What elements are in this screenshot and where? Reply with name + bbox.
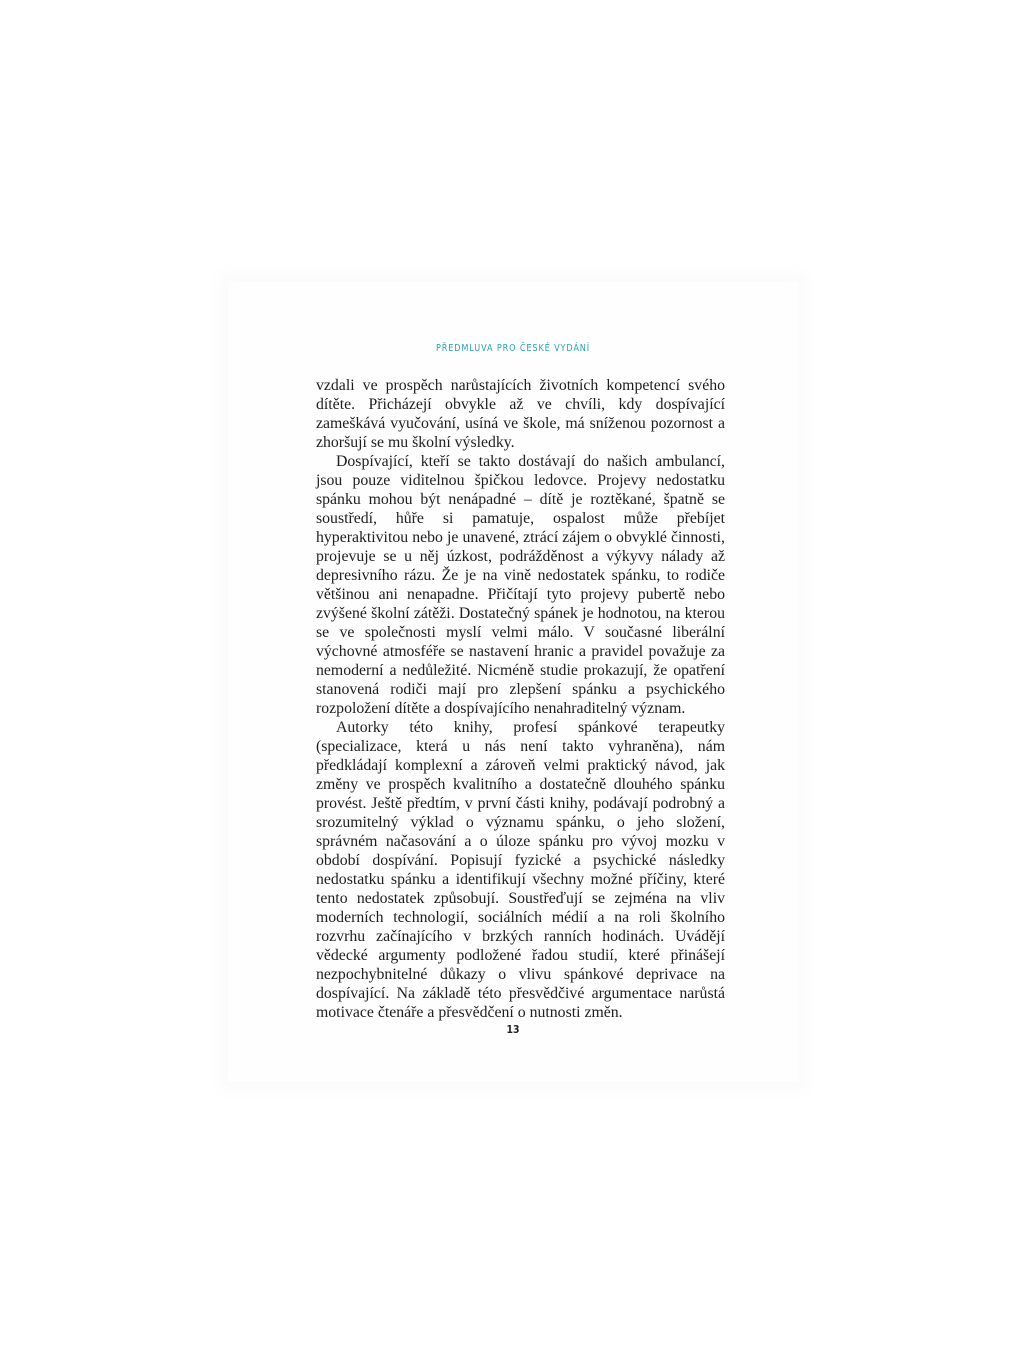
paragraph: Dospívající, kteří se takto dostávají do našich ambulancí, jsou pouze viditelnou špičkou ledovce. Projevy nedostatku spánku mohou být nenápadné – dítě je roztěkané, špatně se soustředí, hůře si pamatuje, ospalost může přebíjet hyperaktivitou nebo je unavené, ztrácí zájem o obvyklé činnosti, projevuje se u něj úzkost, podrážděnost a výkyvy nálady až depresivního rázu. Že je na vině nedostatek spánku, to rodiče většinou ani nenapadne. Přičítají tyto projevy pubertě nebo zvýšené školní zátěži. Dostatečný spánek je hodnotou, na kterou se ve společnosti myslí velmi málo. V současné liberální výchovné atmosféře se nastavení hranic a pravidel považuje za nemoderní a nedůležité. Nicméně studie prokazují, že opatření stanovená rodiči mají pro zlepšení spánku a psychického rozpoložení dítěte a dospívajícího nenahraditelný význam.	[316, 453, 725, 717]
paragraph: vzdali ve prospěch narůstajících životních kompetencí svého dítěte. Přicházejí obvykle až ve chvíli, kdy dospívající zameškává vyučování, usíná ve škole, má sníženou pozornost a zhoršují se mu školní výsledky.	[316, 377, 725, 451]
page-number: 13	[506, 1023, 520, 1036]
running-head: PŘEDMLUVA PRO ČESKÉ VYDÁNÍ	[436, 343, 590, 354]
body-text	[316, 376, 725, 1022]
book-page	[228, 282, 798, 1082]
paragraph: Autorky této knihy, profesí spánkové terapeutky (specializace, která u nás není takto vyhraněna), nám předkládají komplexní a zároveň velmi praktický návod, jak změny ve prospěch kvalitního a dostatečně dlouhého spánku provést. Ještě předtím, v první části knihy, podávají podrobný a srozumitelný výklad o významu spánku, o jeho složení, správném načasování a o úloze spánku pro vývoj mozku v období dospívání. Popisují fyzické a psychické následky nedostatku spánku a identifikují všechny možné příčiny, které tento nedostatek způsobují. Soustřeďují se zejména na vliv moderních technologií, sociálních médií a na roli školního rozvrhu začínajícího v brzkých ranních hodinách. Uvádějí vědecké argumenty podložené řadou studií, které přinášejí nezpochybnitelné důkazy o vlivu spánkové deprivace na dospívající. Na základě této přesvědčivé argumentace narůstá motivace čtenáře a přesvědčení o nutnosti změn.	[316, 719, 725, 1021]
